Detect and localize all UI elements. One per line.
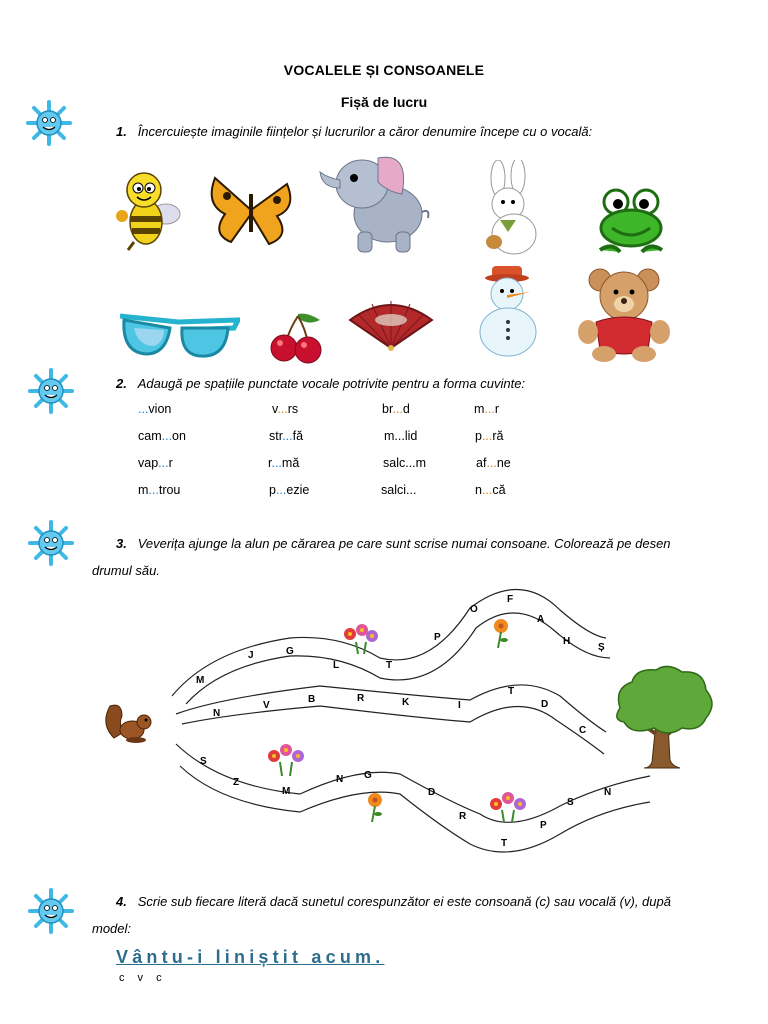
path-letter[interactable]: K — [402, 697, 410, 708]
path-letter[interactable]: B — [308, 694, 316, 705]
snowflake-face-icon — [28, 520, 74, 566]
blank-dots[interactable]: ... — [481, 483, 493, 497]
page-subtitle: Fișă de lucru — [340, 94, 428, 110]
task-3 — [116, 536, 671, 551]
bee-icon[interactable] — [110, 166, 182, 252]
path-letter[interactable]: G — [364, 770, 372, 781]
path-letter[interactable]: R — [459, 811, 467, 822]
path-letter[interactable]: L — [333, 660, 340, 671]
flowers-icon — [340, 620, 384, 656]
path-letter[interactable]: N — [336, 774, 344, 785]
path-letter[interactable]: V — [263, 700, 270, 711]
path-letter[interactable]: T — [508, 686, 515, 697]
frog-icon[interactable] — [596, 186, 666, 256]
blank-dots[interactable]: ... — [406, 483, 417, 497]
blank-dots[interactable]: ... — [275, 483, 287, 497]
flowers-icon — [264, 742, 310, 778]
blank-dots[interactable]: ... — [271, 456, 282, 470]
blank-dots[interactable]: ... — [158, 456, 169, 470]
path-letter[interactable]: T — [501, 838, 508, 849]
blank-dots[interactable]: ... — [161, 429, 173, 443]
path-letter[interactable]: D — [428, 787, 436, 798]
word-item: salci... — [381, 483, 417, 497]
squirrel-icon — [100, 700, 156, 744]
path-letter[interactable]: P — [540, 820, 547, 831]
word-item: ...vion — [138, 402, 172, 416]
path-letter[interactable]: H — [563, 636, 571, 647]
blank-dots[interactable]: ... — [394, 429, 405, 443]
model-answer: c v c — [119, 972, 167, 984]
path-letter[interactable]: Z — [233, 777, 240, 788]
path-letter[interactable]: A — [537, 614, 545, 625]
task-2-text: Adaugă pe spațiile punctate vocale potrivite pentru a forma cuvinte: — [137, 376, 526, 391]
path-bottom[interactable] — [176, 744, 650, 852]
task-3-line2: drumul său. — [92, 563, 160, 578]
path-letter[interactable]: S — [567, 797, 574, 808]
teddy-bear-icon[interactable] — [574, 266, 674, 362]
blank-dots[interactable]: ... — [282, 429, 293, 443]
path-letter[interactable]: S — [200, 756, 207, 767]
snowman-icon[interactable] — [474, 264, 544, 358]
sunglasses-icon[interactable] — [118, 306, 240, 366]
snowflake-face-icon — [28, 368, 74, 414]
word-item: n...că — [475, 483, 506, 497]
page-title: VOCALELE ȘI CONSOANELE — [283, 62, 485, 78]
task-4-text-line1: Scrie sub fiecare literă dacă sunetul corespunzător ei este consoană (c) sau vocală (v), după — [137, 894, 671, 909]
path-letter[interactable]: M — [196, 675, 205, 686]
path-letter[interactable]: T — [386, 660, 393, 671]
blank-dots[interactable]: ... — [481, 429, 493, 443]
task-1-text: Încercuiește imaginile ființelor și lucrurilor a căror denumire începe cu o vocală: — [137, 124, 593, 139]
task-1-number: 1. — [116, 124, 127, 139]
snowflake-face-icon — [26, 100, 72, 146]
task-4-number: 4. — [116, 894, 127, 909]
path-letter[interactable]: O — [470, 604, 478, 615]
task-3-text-line1: Veverița ajunge la alun pe cărarea pe care sunt scrise numai consoane. Colorează pe desen — [137, 536, 671, 551]
task-3-number: 3. — [116, 536, 127, 551]
flowers-icon — [362, 790, 388, 824]
blank-dots[interactable]: ... — [148, 483, 159, 497]
path-letter[interactable]: D — [541, 699, 549, 710]
flowers-icon — [486, 788, 532, 824]
word-item: vap...r — [138, 456, 173, 470]
path-letter[interactable]: I — [458, 700, 461, 711]
word-item: r...mă — [268, 456, 300, 470]
snowflake-face-icon — [28, 888, 74, 934]
blank-dots[interactable]: ... — [277, 402, 288, 416]
path-letter[interactable]: J — [248, 650, 254, 661]
path-letter[interactable]: N — [213, 708, 221, 719]
task-2 — [116, 376, 525, 391]
path-letter[interactable]: P — [434, 632, 441, 643]
word-item: br...d — [382, 402, 410, 416]
path-letter[interactable]: R — [357, 693, 365, 704]
blank-dots[interactable]: ... — [138, 402, 149, 416]
blank-dots[interactable]: ... — [392, 402, 403, 416]
path-letter[interactable]: M — [282, 786, 291, 797]
model-sentence: Vântu-i liniștit acum. — [116, 947, 385, 967]
path-letter[interactable]: F — [507, 594, 514, 605]
butterfly-icon[interactable] — [205, 174, 297, 248]
rabbit-icon[interactable] — [470, 160, 554, 260]
blank-dots[interactable]: ... — [486, 456, 497, 470]
word-item: str...fă — [269, 429, 304, 443]
word-item: salc...m — [383, 456, 427, 470]
word-item: m...trou — [138, 483, 181, 497]
path-letter[interactable]: G — [286, 646, 294, 657]
path-letter[interactable]: Ș — [598, 642, 605, 653]
flowers-icon — [488, 616, 514, 650]
word-item: m...r — [474, 402, 500, 416]
word-item: m...lid — [384, 429, 418, 443]
fan-icon[interactable] — [348, 298, 434, 352]
task-4 — [116, 894, 671, 909]
path-letter[interactable]: C — [579, 725, 587, 736]
task-2-number: 2. — [116, 376, 127, 391]
task-1 — [116, 124, 592, 139]
blank-dots[interactable]: ... — [484, 402, 495, 416]
blank-dots[interactable]: ... — [405, 456, 416, 470]
path-top[interactable] — [172, 589, 610, 704]
hazel-tree-icon — [610, 664, 716, 770]
word-item: af...ne — [476, 456, 511, 470]
elephant-icon[interactable] — [318, 148, 432, 256]
word-item: v...rs — [272, 402, 299, 416]
task-4-line2: model: — [92, 921, 132, 936]
cherries-icon[interactable] — [268, 310, 326, 364]
word-item: p...ră — [475, 429, 504, 443]
path-middle[interactable] — [176, 685, 606, 754]
word-item: cam...on — [138, 429, 186, 443]
word-item: p...ezie — [269, 483, 310, 497]
path-letter[interactable]: N — [604, 787, 612, 798]
